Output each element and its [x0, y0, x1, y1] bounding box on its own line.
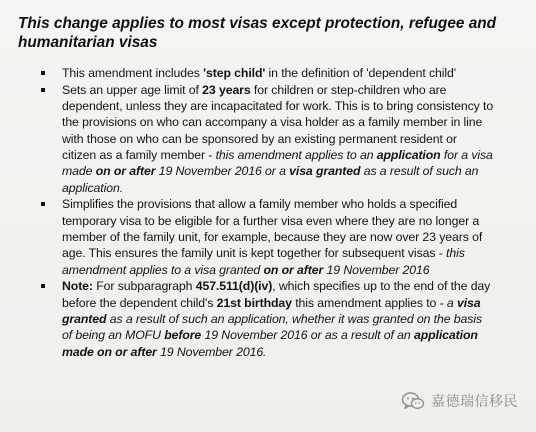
text-segment: - a: [439, 295, 457, 310]
watermark: [401, 390, 518, 412]
wechat-icon: [401, 391, 425, 411]
text-segment: application: [376, 147, 441, 162]
text-segment: this amendment applies to an: [215, 147, 377, 162]
text-segment: For subparagraph: [92, 279, 196, 294]
text-segment: as a result of such an application.: [62, 164, 479, 195]
text-segment: as a result of such an application, whether it was granted on the basis of being an MOFU: [62, 311, 483, 343]
document-heading: This change applies to most visas except protection, refugee and humanitarian visas: [18, 15, 497, 51]
bullet-item: [38, 196, 494, 277]
text-segment: this amendment applies to: [291, 295, 440, 310]
text-segment: , which specifies up to the end of the day before the dependent child's: [62, 279, 491, 310]
watermark-text: 嘉德瑞信移民: [431, 394, 518, 410]
bullet-item: [38, 82, 494, 196]
text-segment: for children or step-children who are dependent, unless they are incapacitated for work. This is to bring consistency to the provisions on who can accompany a visa holder as a family member in line with those on who can be sponsored by an existing permanent resident or citizen as a family member -: [62, 82, 494, 162]
text-segment: 19 November 2016 or a: [155, 164, 290, 179]
text-segment: 19 November 2016.: [156, 344, 267, 359]
text-segment: visa granted: [289, 164, 361, 179]
text-segment: for a visa made: [62, 147, 493, 179]
text-segment: visa granted: [62, 295, 481, 326]
text-segment: 21st birthday: [216, 295, 292, 310]
bullet-item: [38, 65, 494, 81]
text-segment: application made on or after: [62, 328, 478, 359]
text-segment: on or after: [95, 164, 156, 179]
text-segment: before: [164, 328, 202, 343]
text-segment: on or after: [263, 262, 324, 277]
text-segment: this amendment applies to a visa granted: [62, 246, 465, 277]
text-segment: 19 November 2016 or as a result of an: [201, 328, 414, 343]
text-segment: Sets an upper age limit of: [62, 82, 203, 97]
text-segment: Simplifies the provisions that allow a family member who holds a specified temporary visa to be eligible for a further visa even where they are no longer a member of the family unit, for example, because they are now over 23 years of age. This ensures the family unit is kept together for subsequent visas -: [62, 197, 483, 261]
bullet-item: [38, 278, 494, 359]
text-segment: 457.511(d)(iv): [195, 279, 273, 294]
text-segment: Note:: [62, 279, 93, 294]
bullet-list: [38, 65, 494, 360]
text-segment: This amendment includes: [62, 66, 204, 80]
text-segment: 'step child': [203, 66, 266, 80]
text-segment: in the definition of 'dependent child': [265, 66, 457, 80]
text-segment: 19 November 2016: [323, 262, 430, 277]
text-segment: 23 years: [202, 82, 251, 97]
